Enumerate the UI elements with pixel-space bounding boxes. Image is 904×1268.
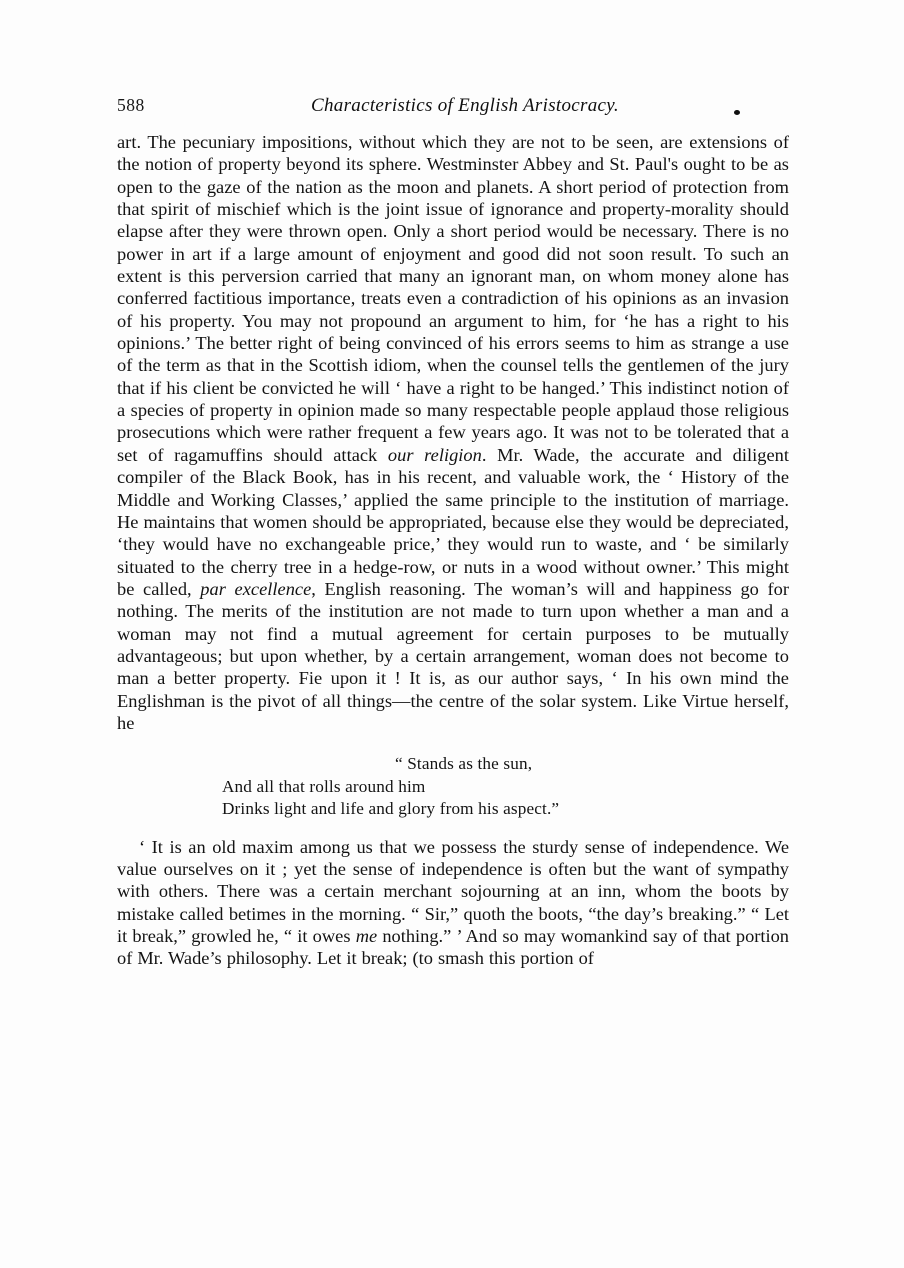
emphasis-me: me — [355, 925, 378, 946]
paragraph-segment: . Mr. Wade, the accurate and diligent compiler of the Black Book, has in his recent, and valuable work, the ‘ History of the Middle and Working Classes,’ applied the same principle to the institution of marriage. He maintains that women should be appropriated, because else they would be depreciated, ‘they would have no exchangeable price,’ they would run to waste, and ‘ be similarly situated to the cherry tree in a hedge-row, or nuts in a wood without owner.’ This might be called, — [117, 444, 789, 599]
emphasis-our-religion: our religion — [387, 444, 482, 465]
page-number: 588 — [117, 95, 145, 115]
paragraph-segment: ‘ It is an old maxim among us that we possess the sturdy sense of independence. We value ourselves on it ; yet the sense of independence is often but the want of sympathy with others. There was a certain merchant sojourning at an inn, whom the boots by mistake called betimes in the morning. “ Sir,” quoth the boots, “the day’s breaking.” “ Let it break,” growled he, “ it owes — [117, 836, 789, 946]
verse-line: “ Stands as the sun, — [395, 754, 533, 774]
closing-paragraph — [117, 836, 789, 970]
verse-quotation — [117, 734, 789, 835]
paragraph-segment: nothing.” ’ And so may womankind say of that portion of Mr. Wade’s philosophy. Let it break; (to smash this portion of — [117, 925, 789, 969]
ink-speck-icon — [734, 110, 740, 115]
verse-line: And all that rolls around him — [222, 776, 426, 796]
emphasis-par-excellence: par excellence — [200, 578, 312, 599]
running-head — [117, 95, 789, 121]
verse-line: Drinks light and life and glory from his aspect.” — [222, 799, 560, 819]
body-paragraph-continued — [117, 131, 789, 734]
paragraph-segment: , English reasoning. The woman’s will and happiness go for nothing. The merits of the institution are not made to turn upon whether a man and a woman may not find a mutual agreement for certain purposes to be mutually advantageous; but upon whether, by a certain arrangement, woman does not become to man a better property. Fie upon it ! It is, as our author says, ‘ In his own mind the Englishman is the pivot of all things—the centre of the solar system. Like Virtue herself, he — [117, 578, 789, 733]
text-block — [117, 131, 789, 970]
running-head-title: Characteristics of English Aristocracy. — [311, 95, 619, 116]
paragraph-segment: art. The pecuniary impositions, without which they are not to be seen, are extensions of the notion of property beyond its sphere. Westminster Abbey and St. Paul's ought to be as open to the gaze of the nation as the moon and planets. A short period of protection from that spirit of mischief which is the joint issue of ignorance and property-morality should elapse after they were thrown open. Only a short period would be necessary. There is no power in art if a large amount of enjoyment and good did not soon result. To such an extent is this perversion carried that many an ignorant man, on whom money alone has conferred factitious importance, treats even a contradiction of his opinions as an invasion of his property. You may not propound an argument to him, for ‘he has a right to his opinions.’ The better right of being convinced of his errors seems to him as strange a use of the term as that in the Scottish idiom, when the counsel tells the gentlemen of the jury that if his client be convicted he will ‘ have a right to be hanged.’ This indistinct notion of a species of property in opinion made so many respectable people applaud those religious prosecutions which were rather frequent a few years ago. It was not to be tolerated that a set of ragamuffins should attack — [117, 132, 789, 465]
